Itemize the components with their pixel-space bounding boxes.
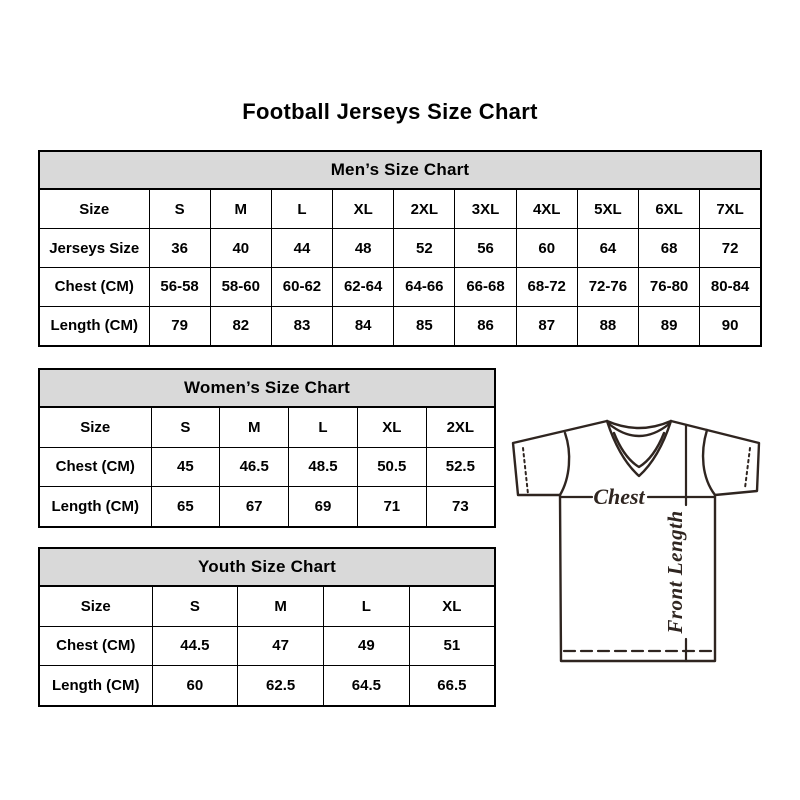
size-value-cell: 80-84 — [700, 267, 761, 306]
column-header: S — [152, 586, 238, 626]
size-value-cell: 40 — [210, 229, 271, 268]
size-value-cell: 82 — [210, 306, 271, 346]
size-value-cell: 66-68 — [455, 267, 516, 306]
table-row — [39, 626, 495, 665]
size-value-cell: 50.5 — [357, 447, 426, 486]
column-header: L — [289, 407, 358, 447]
size-value-cell: 68-72 — [516, 267, 577, 306]
table-row — [39, 267, 761, 306]
size-value-cell: 47 — [238, 626, 324, 665]
size-value-cell: 88 — [577, 306, 638, 346]
row-header: Chest (CM) — [39, 626, 152, 665]
column-header: S — [151, 407, 220, 447]
table-row — [39, 666, 495, 706]
size-value-cell: 72 — [700, 229, 761, 268]
front-length-label: Front Length — [663, 510, 687, 634]
size-value-cell: 56-58 — [149, 267, 210, 306]
size-value-cell: 89 — [639, 306, 700, 346]
table-title: Women’s Size Chart — [39, 369, 495, 407]
column-header: XL — [357, 407, 426, 447]
size-value-cell: 52 — [394, 229, 455, 268]
column-header: 6XL — [639, 189, 700, 229]
column-header: Size — [39, 407, 151, 447]
jersey-diagram-svg — [502, 408, 774, 680]
column-header: L — [324, 586, 410, 626]
column-header: S — [149, 189, 210, 229]
mens-size-table — [38, 150, 762, 347]
size-value-cell: 51 — [409, 626, 495, 665]
row-header: Length (CM) — [39, 666, 152, 706]
size-value-cell: 86 — [455, 306, 516, 346]
size-value-cell: 64 — [577, 229, 638, 268]
size-value-cell: 52.5 — [426, 447, 495, 486]
size-value-cell: 72-76 — [577, 267, 638, 306]
size-value-cell: 83 — [271, 306, 332, 346]
chest-label: Chest — [593, 484, 645, 509]
column-header: 5XL — [577, 189, 638, 229]
column-header: Size — [39, 189, 149, 229]
column-header: Size — [39, 586, 152, 626]
size-value-cell: 58-60 — [210, 267, 271, 306]
table-title: Men’s Size Chart — [39, 151, 761, 189]
womens-size-table — [38, 368, 496, 528]
size-value-cell: 46.5 — [220, 447, 289, 486]
size-value-cell: 90 — [700, 306, 761, 346]
size-value-cell: 87 — [516, 306, 577, 346]
size-value-cell: 85 — [394, 306, 455, 346]
table-row — [39, 586, 495, 626]
size-value-cell: 69 — [289, 487, 358, 527]
table-title: Youth Size Chart — [39, 548, 495, 586]
row-header: Length (CM) — [39, 487, 151, 527]
table-row — [39, 487, 495, 527]
size-value-cell: 64-66 — [394, 267, 455, 306]
row-header: Chest (CM) — [39, 267, 149, 306]
size-value-cell: 60 — [152, 666, 238, 706]
size-value-cell: 84 — [333, 306, 394, 346]
size-value-cell: 62-64 — [333, 267, 394, 306]
size-value-cell: 60-62 — [271, 267, 332, 306]
size-value-cell: 56 — [455, 229, 516, 268]
table-row — [39, 306, 761, 346]
size-value-cell: 68 — [639, 229, 700, 268]
size-value-cell: 71 — [357, 487, 426, 527]
size-value-cell: 44 — [271, 229, 332, 268]
jersey-measurement-diagram — [502, 408, 774, 680]
row-header: Jerseys Size — [39, 229, 149, 268]
row-header: Length (CM) — [39, 306, 149, 346]
size-value-cell: 79 — [149, 306, 210, 346]
youth-size-table — [38, 547, 496, 707]
size-value-cell: 60 — [516, 229, 577, 268]
column-header: 2XL — [426, 407, 495, 447]
size-value-cell: 48.5 — [289, 447, 358, 486]
table-row — [39, 229, 761, 268]
table-row — [39, 447, 495, 486]
column-header: M — [220, 407, 289, 447]
size-value-cell: 49 — [324, 626, 410, 665]
table-row — [39, 189, 761, 229]
size-value-cell: 73 — [426, 487, 495, 527]
column-header: M — [210, 189, 271, 229]
column-header: 7XL — [700, 189, 761, 229]
column-header: 2XL — [394, 189, 455, 229]
size-value-cell: 44.5 — [152, 626, 238, 665]
page-title: Football Jerseys Size Chart — [242, 99, 538, 124]
column-header: XL — [409, 586, 495, 626]
row-header: Chest (CM) — [39, 447, 151, 486]
column-header: 4XL — [516, 189, 577, 229]
column-header: M — [238, 586, 324, 626]
size-value-cell: 48 — [333, 229, 394, 268]
size-value-cell: 62.5 — [238, 666, 324, 706]
size-value-cell: 66.5 — [409, 666, 495, 706]
table-row — [39, 407, 495, 447]
size-value-cell: 76-80 — [639, 267, 700, 306]
size-value-cell: 65 — [151, 487, 220, 527]
column-header: 3XL — [455, 189, 516, 229]
size-value-cell: 67 — [220, 487, 289, 527]
size-value-cell: 64.5 — [324, 666, 410, 706]
size-value-cell: 36 — [149, 229, 210, 268]
column-header: L — [271, 189, 332, 229]
column-header: XL — [333, 189, 394, 229]
size-value-cell: 45 — [151, 447, 220, 486]
jersey-outline — [513, 421, 759, 661]
